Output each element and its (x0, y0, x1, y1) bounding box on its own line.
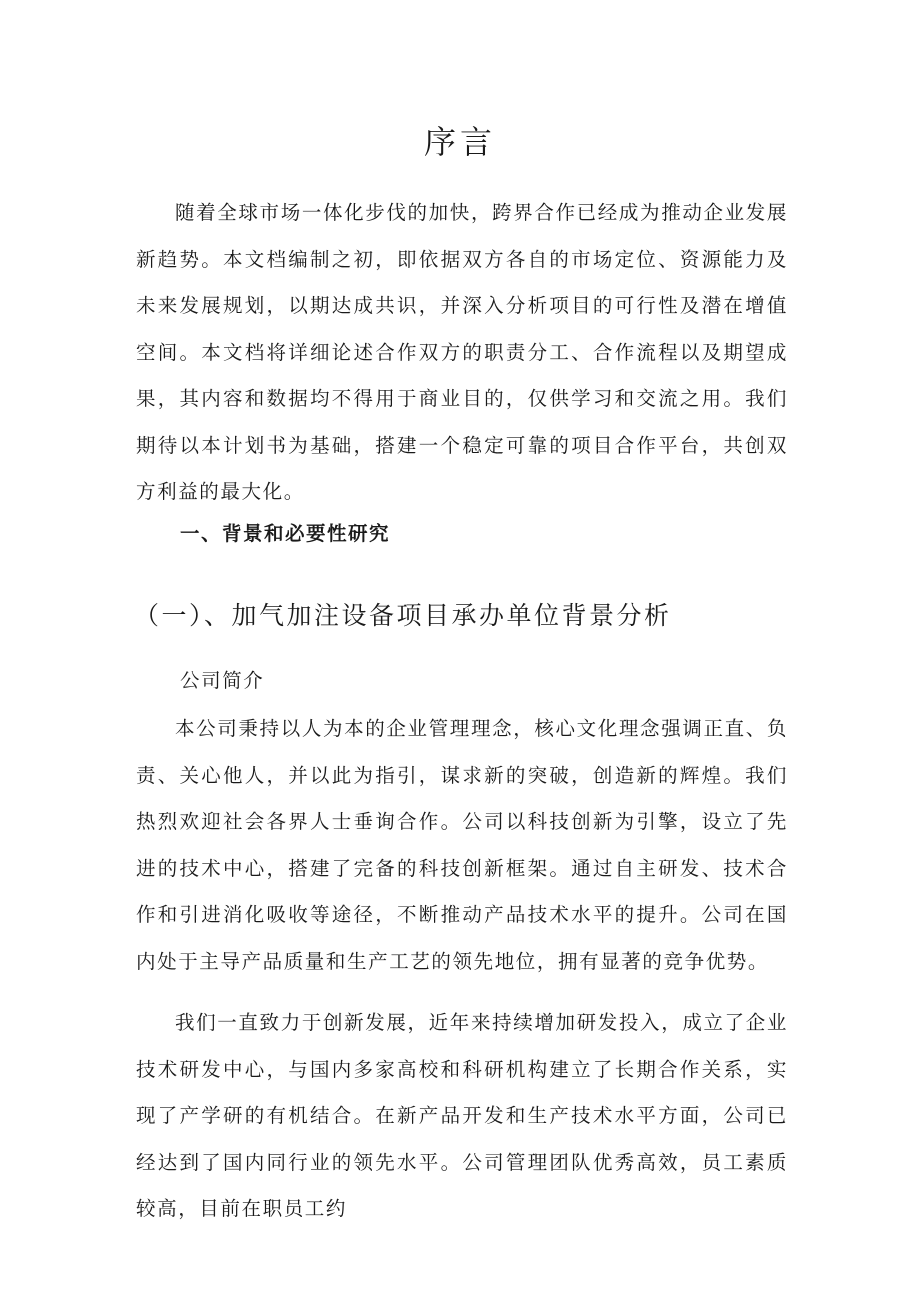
rd-paragraph: 我们一直致力于创新发展，近年来持续增加研发投入，成立了企业技术研发中心，与国内多家高校和科研机构建立了长期合作关系，实现了产学研的有机结合。在新产品开发和生产技术水平方面，公司已经达到了国内同行业的领先水平。公司管理团队优秀高效，员工素质较高，目前在职员工约 (136, 1011, 788, 1220)
company-paragraph: 本公司秉持以人为本的企业管理理念，核心文化理念强调正直、负责、关心他人，并以此为指引，谋求新的突破，创造新的辉煌。我们热烈欢迎社会各界人士垂询合作。公司以科技创新为引擎，设立了先进的技术中心，搭建了完备的科技创新框架。通过自主研发、技术合作和引进消化吸收等途径，不断推动产品技术水平的提升。公司在国内处于主导产品质量和生产工艺的领先地位，拥有显著的竞争优势。 (136, 717, 788, 973)
document-title: 序言 (423, 123, 496, 161)
company-intro-label: 公司简介 (180, 669, 265, 692)
subsection-heading: （一）、加气加注设备项目承办单位背景分析 (134, 601, 672, 630)
section-heading: 一、背景和必要性研究 (180, 522, 391, 545)
intro-paragraph: 随着全球市场一体化步伐的加快，跨界合作已经成为推动企业发展新趋势。本文档编制之初，即依据双方各自的市场定位、资源能力及未来发展规划，以期达成共识，并深入分析项目的可行性及潜在增值空间。本文档将详细论述合作双方的职责分工、合作流程以及期望成果，其内容和数据均不得用于商业目的，仅供学习和交流之用。我们期待以本计划书为基础，搭建一个稳定可靠的项目合作平台，共创双方利益的最大化。 (136, 201, 788, 503)
